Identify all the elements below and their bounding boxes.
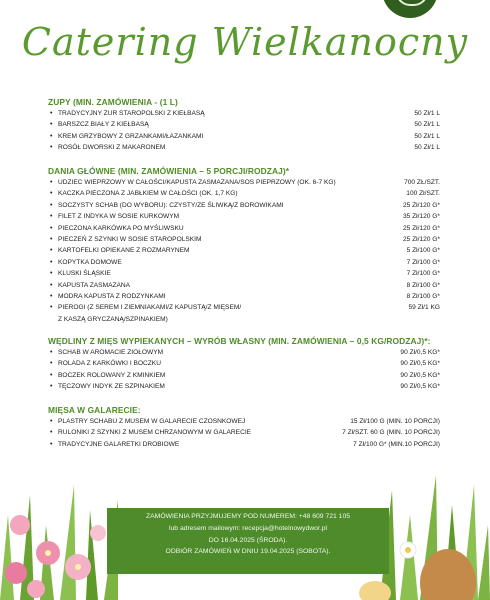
list-item <box>48 142 440 153</box>
item-price: 25 Zł/120 G* <box>402 236 440 244</box>
item-name: UDZIEC WIEPRZOWY W CAŁOŚCI/KAPUSTA ZASMAZANA/SOS PIEPRZOWY (OK. 6-7 KG) <box>58 179 336 186</box>
item-name: KAPUSTA ZASMAZANA <box>58 281 131 289</box>
section-title-galaretki: MIĘSA W GALARECIE: <box>48 405 141 415</box>
list-item <box>48 268 440 279</box>
hotel-logo <box>382 0 438 18</box>
item-name: TĘCZOWY INDYK ZE SZPINAKIEM <box>58 383 165 391</box>
list-item <box>48 257 440 268</box>
item-name: ROSÓŁ DWORSKI Z MAKARONEM <box>58 144 166 152</box>
item-price: 59 Zł/1 KG <box>408 304 440 312</box>
list-item <box>48 416 440 427</box>
list-item <box>48 211 440 222</box>
list-item <box>48 119 440 130</box>
list-wedliny <box>48 347 440 393</box>
list-item <box>48 427 440 438</box>
item-price: 50 Zł/1 L <box>414 132 440 140</box>
item-price: 7 Zł/SZT. 60 G (MIN. 10 PORCJI) <box>342 429 440 437</box>
item-name: KARTOFELKI OPIEKANE Z ROZMARYNEM <box>58 247 190 255</box>
item-price: 100 Zł/SZT. <box>406 190 440 198</box>
footer-pickup: ODBIÓR ZAMÓWIEŃ W DNIU 19.04.2025 (SOBOTA). <box>165 548 331 556</box>
list-item <box>48 108 440 119</box>
item-name: PLASTRY SCHABU Z MUSEM W GALARECIE CZOSNKOWEJ <box>58 418 246 425</box>
footer-email: lub adresem mailowym: recepcja@hotelnowydwor.pl <box>168 524 327 532</box>
item-name-continued: Z KASZĄ GRYCZANĄ/SZPINAKIEM) <box>58 315 168 323</box>
item-name: BARSZCZ BIAŁY Z KIEŁBASĄ <box>58 121 149 129</box>
list-item <box>48 347 440 358</box>
list-galaretki <box>48 416 440 450</box>
list-item <box>48 291 440 302</box>
item-price: 7 Zł/100 G* (MIN.10 PORCJI) <box>353 440 440 448</box>
list-item <box>48 302 440 325</box>
item-price: 700 ZŁ/SZT. <box>404 179 440 186</box>
section-title-dania: DANIA GŁÓWNE (MIN. ZAMÓWIENIA – 5 PORCJI/RODZAJ)* <box>48 166 290 176</box>
item-price: 7 Zł/100 G* <box>406 270 440 278</box>
item-name: TRADYCYJNY ZUR STAROPOLSKI Z KIEŁBASĄ <box>58 110 205 117</box>
list-item <box>48 188 440 199</box>
item-name: SCHAB W AROMACIE ZIOŁOWYM <box>58 349 164 356</box>
list-item <box>48 234 440 245</box>
list-item <box>48 358 440 369</box>
list-item <box>48 223 440 234</box>
item-price: 90 Zł/0,5 KG* <box>400 360 440 368</box>
item-name: PIECZEŃ Z SZYNKI W SOSIE STAROPOLSKIM <box>58 236 202 244</box>
item-name: BOCZEK ROLOWANY Z KMINKIEM <box>58 371 166 379</box>
item-name: PIECZONA KARKÓWKA PO MYŚLIWSKU <box>58 224 184 232</box>
page-title: Catering Wielkanocny <box>21 20 469 64</box>
item-name: ROLADA Z KARKÓWKI I BOCZKU <box>58 360 161 368</box>
item-price: 25 Zł/120 G* <box>402 201 440 209</box>
item-price: 8 Zł/100 G* <box>406 293 440 301</box>
item-name: TRADYCYJNE GALARETKI DROBIOWE <box>58 440 180 448</box>
list-zupy <box>48 108 440 154</box>
item-name: KLUSKI ŚLĄSKIE <box>58 270 111 278</box>
item-name: KREM GRZYBOWY Z GRZANKAMI/ŁAZANKAMI <box>58 132 204 140</box>
list-item <box>48 245 440 256</box>
item-name: KOPYTKA DOMOWE <box>58 258 122 266</box>
item-name: KACZKA PIECZONA Z JABŁKIEM W CAŁOŚCI (OK. 1,7 KG) <box>58 190 238 198</box>
footer-deadline: DO 16.04.2025 (ŚRODA). <box>208 536 288 544</box>
list-dania <box>48 177 440 325</box>
order-info-box <box>107 508 389 574</box>
item-name: FILET Z INDYKA W SOSIE KURKOWYM <box>58 213 180 221</box>
item-price: 7 Zł/100 G* <box>406 258 440 266</box>
item-price: 90 Zł/0,5 KG* <box>400 349 440 356</box>
logo-wreath-icon <box>396 0 428 6</box>
white-flower-icon <box>400 542 416 558</box>
list-item <box>48 131 440 142</box>
item-name: • PIEROGI (Z SEREM I ZIEMNIAKAMI/Z KAPUSTĄ/Z MIĘSEM/ <box>58 304 242 312</box>
item-price: 90 Zł/0,5 KG* <box>400 371 440 379</box>
list-item <box>48 280 440 291</box>
item-name: SOCZYSTY SCHAB (DO WYBORU): CZYSTY/ZE ŚLIWKĄ/Z BOROWIKAMI <box>58 201 284 209</box>
item-price: 50 Zł/1 L <box>414 121 440 129</box>
item-name: RULONIKI Z SZYNKI Z MUSEM CHRZANOWYM W GALARECIE <box>58 429 252 437</box>
section-title-wedliny: WĘDLINY Z MIĘS WYPIEKANYCH – WYRÓB WŁASNY (MIN. ZAMÓWIENIA – 0,5 KG/RODZAJ)*: <box>48 336 431 346</box>
item-price: 90 Zł/0,5 KG* <box>400 383 440 391</box>
item-price: 25 Zł/120 G* <box>402 224 440 232</box>
item-price: 8 Zł/100 G* <box>406 281 440 289</box>
item-price: 5 Zł/100 G* <box>406 247 440 255</box>
list-item <box>48 370 440 381</box>
item-price: 35 Zł/120 G* <box>402 213 440 221</box>
item-price: 50 Zł/1 L <box>414 144 440 152</box>
list-item <box>48 177 440 188</box>
list-item <box>48 200 440 211</box>
list-item <box>48 381 440 392</box>
footer-phone: ZAMÓWIENIA PRZYJMUJEMY POD NUMEREM: +48 609 721 105 <box>145 513 351 520</box>
item-price: 15 Zł/100 G (MIN. 10 PORCJI) <box>350 418 440 425</box>
section-title-zupy: ZUPY (MIN. ZAMÓWIENIA - (1 L) <box>48 97 178 107</box>
item-name: MODRA KAPUSTA Z RODZYNKAMI <box>58 293 166 301</box>
list-item <box>48 439 440 450</box>
item-price: 50 Zł/1 L <box>414 110 440 117</box>
